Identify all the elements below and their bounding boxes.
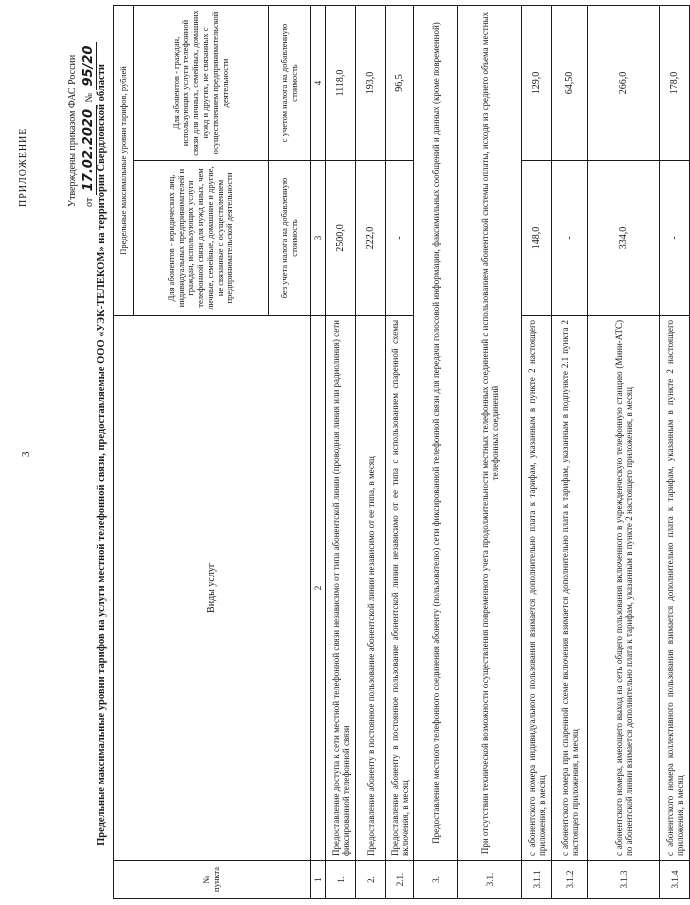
tariff-legal: 148,0 xyxy=(522,161,552,316)
table-row xyxy=(458,6,522,899)
approval-line: Утверждены приказом ФАС России xyxy=(67,54,78,207)
tariff-citizens: 129,0 xyxy=(522,6,552,161)
column-number: 2 xyxy=(311,316,326,861)
row-number: 2. xyxy=(356,861,386,899)
header-max-levels: Предельные максимальные уровни тарифов, рублей xyxy=(114,6,134,316)
header-legal-entities: Для абонентов - юридических лиц, индивидуальных предпринимателей и граждан, использующих услуги телефонной связи для нужд иных, чем личные, семейные, домашние и другие, не связанные с осуществлением предпринимательской деятельности xyxy=(134,161,269,316)
column-number: 1 xyxy=(311,861,326,899)
table-row xyxy=(522,6,552,899)
tariff-citizens: 1118,0 xyxy=(326,6,356,161)
tariff-legal: 334,0 xyxy=(588,161,660,316)
section-description: Предоставление местного телефонного соединения абоненту (пользователю) сети фиксированной телефонной связи для передачи голосовой информации, факсимильных сообщений и данных (кроме повременной) xyxy=(414,6,458,861)
service-description: с абонентского номера коллективного пользования взимается дополнительно плата к тарифам, указанным в пункте 2 настоящего приложения, в месяц xyxy=(660,316,690,861)
column-number: 3 xyxy=(311,161,326,316)
row-number: 3.1.2 xyxy=(552,861,588,899)
service-description: с абонентского номера индивидуального пользования взимается дополнительно плата к тарифам, указанным в пункте 2 настоящего приложения, в месяц xyxy=(522,316,552,861)
tariff-citizens: 193,0 xyxy=(356,6,386,161)
tariff-citizens: 96,5 xyxy=(386,6,414,161)
tariff-legal: - xyxy=(386,161,414,316)
service-description: с абонентского номера при спаренной схеме включения взимается дополнительно плата к тарифам, указанным в подпункте 2.1 пункта 2 настоящего приложения, в месяц xyxy=(552,316,588,861)
table-row xyxy=(552,6,588,899)
table-row xyxy=(356,6,386,899)
service-description: Предоставление доступа к сети местной телефонной связи независимо от типа абонентской линии (проводная линия или радиолиния) сети фиксированной телефонной связи xyxy=(326,316,356,861)
service-description: с абонентского номера, имеющего выход на сеть общего пользования включенного в учрежденческую телефонную станцию (Мини-АТС) по абонентской линии взимается дополнительно плата к тарифам, указанным в пункте 2 настоящего приложения, в месяц xyxy=(588,316,660,861)
row-number: 1. xyxy=(326,861,356,899)
table-row xyxy=(414,6,458,899)
row-number: 3. xyxy=(414,861,458,899)
row-number: 3.1.4 xyxy=(660,861,690,899)
tariff-legal: 222,0 xyxy=(356,161,386,316)
row-number: 2.1. xyxy=(386,861,414,899)
tariff-citizens: 64,50 xyxy=(552,6,588,161)
table-row xyxy=(588,6,660,899)
header-without-vat: без учета налога на добавленную стоимость xyxy=(269,161,311,316)
column-number: 4 xyxy=(311,6,326,161)
tariff-legal: - xyxy=(552,161,588,316)
header-citizens: Для абонентов - граждан, использующих услуги телефонной связи для личных, семейных, домашних нужд и других, не связанных с осуществлением предпринимательской деятельности xyxy=(134,6,269,161)
tariff-legal: 2500,0 xyxy=(326,161,356,316)
table-row xyxy=(386,6,414,899)
row-number: 3.1. xyxy=(458,861,522,899)
approval-number-label: № xyxy=(84,92,95,103)
row-number: 3.1.1 xyxy=(522,861,552,899)
section-description: При отсутствии технической возможности осуществления повременного учета продолжительности местных телефонных соединений с использованием абонентской системы оплаты, исходя из среднего объема местных телефонных соединений xyxy=(458,6,522,861)
service-description: Предоставление абоненту в постоянное пользование абонентской линии независимо от ее типа, в месяц xyxy=(356,316,386,861)
table-row xyxy=(326,6,356,899)
service-description: Предоставление абоненту в постоянное пользование абонентской линии независимо от ее типа с использованием спаренной схемы включения, в месяц xyxy=(386,316,414,861)
document-title: Предельные максимальные уровни тарифов на услуги местной телефонной связи, предоставляемые ООО «УЭК-ТЕЛЕКОМ» на территории Свердловской области xyxy=(96,64,107,846)
table-row xyxy=(660,6,690,899)
row-number: 3.1.3 xyxy=(588,861,660,899)
tariff-citizens: 266,0 xyxy=(588,6,660,161)
header-item-number: № пункта xyxy=(114,861,311,899)
approval-number: 95/20 xyxy=(81,42,97,91)
appendix-label: ПРИЛОЖЕНИЕ xyxy=(18,127,29,207)
approval-prefix: от xyxy=(84,197,95,207)
header-with-vat: с учетом налога на добавленную стоимость xyxy=(269,6,311,161)
tariff-table xyxy=(113,5,690,899)
approval-date: 17.02.2020 xyxy=(81,105,97,195)
approval-date-line xyxy=(81,42,96,207)
header-services: Виды услуг xyxy=(114,316,311,861)
tariff-legal: - xyxy=(660,161,690,316)
page-number: 3 xyxy=(20,451,32,457)
tariff-citizens: 178,0 xyxy=(660,6,690,161)
